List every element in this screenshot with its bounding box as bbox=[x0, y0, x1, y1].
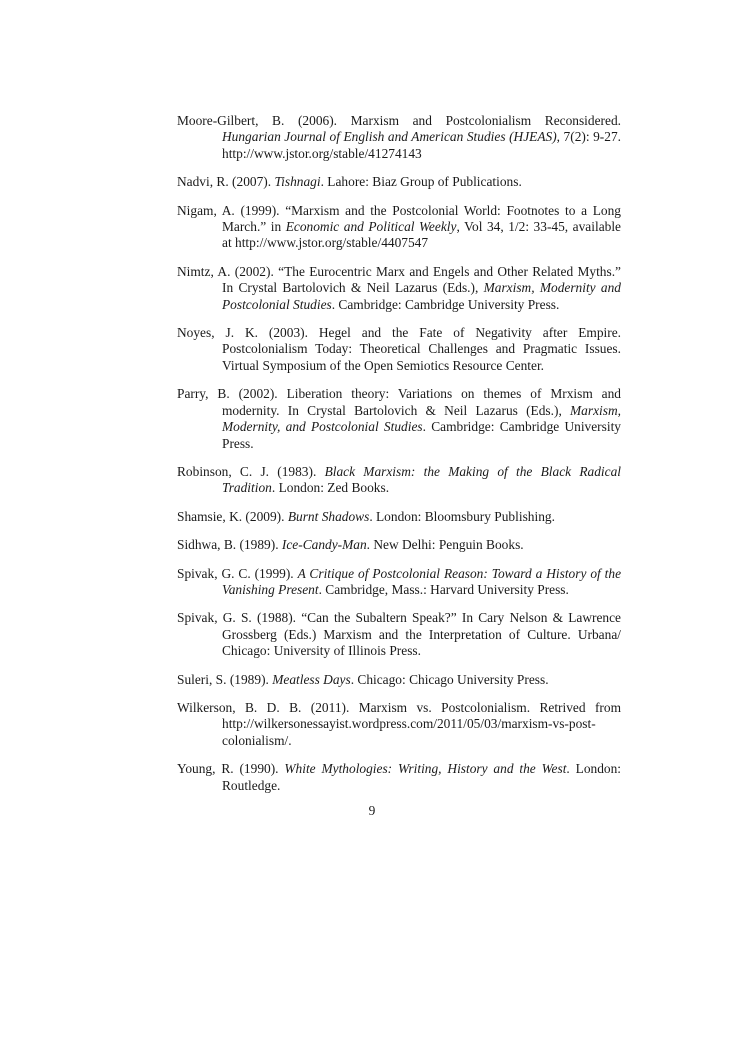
reference-entry: Wilkerson, B. D. B. (2011). Marxism vs. Postcolonialism. Retrived from http://wilkersonessayist.wordpress.com/2011/05/03/marxism-vs-post-colonialism/. bbox=[177, 699, 621, 748]
reference-entry: Noyes, J. K. (2003). Hegel and the Fate of Negativity after Empire. Postcolonialism Today: Theoretical Challenges and Pragmatic Issues. Virtual Symposium of the Open Semiotics Resource Center. bbox=[177, 325, 621, 373]
reference-entry: Sidhwa, B. (1989). Ice-Candy-Man. New Delhi: Penguin Books. bbox=[177, 537, 524, 553]
reference-entry: Nimtz, A. (2002). “The Eurocentric Marx and Engels and Other Related Myths.” In Crystal Bartolovich & Neil Lazarus (Eds.), Marxism, Modernity and Postcolonial Studies. Cambridge: Cambridge University Press. bbox=[177, 263, 621, 312]
reference-entry: Spivak, G. C. (1999). A Critique of Postcolonial Reason: Toward a History of the Vanishing Present. Cambridge, Mass.: Harvard University Press. bbox=[177, 565, 622, 597]
reference-entry: Parry, B. (2002). Liberation theory: Variations on themes of Mrxism and modernity. In Crystal Bartolovich & Neil Lazarus (Eds.), Marxism, Modernity, and Postcolonial Studies. Cambridge: Cambridge University Press. bbox=[177, 386, 621, 451]
reference-entry: Suleri, S. (1989). Meatless Days. Chicago: Chicago University Press. bbox=[177, 671, 549, 687]
reference-entry: Moore-Gilbert, B. (2006). Marxism and Postcolonialism Reconsidered. Hungarian Journal of English and American Studies (HJEAS), 7(2): 9-27. http://www.jstor.org/stable/41274143 bbox=[177, 113, 621, 161]
page-number: 9 bbox=[368, 803, 376, 818]
reference-entry: Young, R. (1990). White Mythologies: Writing, History and the West. London: Routledge. bbox=[177, 761, 622, 793]
reference-list bbox=[177, 113, 621, 806]
reference-entry: Shamsie, K. (2009). Burnt Shadows. London: Bloomsbury Publishing. bbox=[177, 508, 555, 524]
reference-entry: Nadvi, R. (2007). Tishnagi. Lahore: Biaz Group of Publications. bbox=[177, 174, 522, 190]
reference-entry: Robinson, C. J. (1983). Black Marxism: the Making of the Black Radical Tradition. London: Zed Books. bbox=[177, 463, 621, 496]
reference-entry: Nigam, A. (1999). “Marxism and the Postcolonial World: Footnotes to a Long March.” in Economic and Political Weekly, Vol 34, 1/2: 33-45, available at http://www.jstor.org/stable/4407547 bbox=[177, 202, 621, 251]
reference-entry: Spivak, G. S. (1988). “Can the Subaltern Speak?” In Cary Nelson & Lawrence Grossberg (Eds.) Marxism and the Interpretation of Culture. Urbana/ Chicago: University of Illinois Press. bbox=[177, 610, 621, 659]
